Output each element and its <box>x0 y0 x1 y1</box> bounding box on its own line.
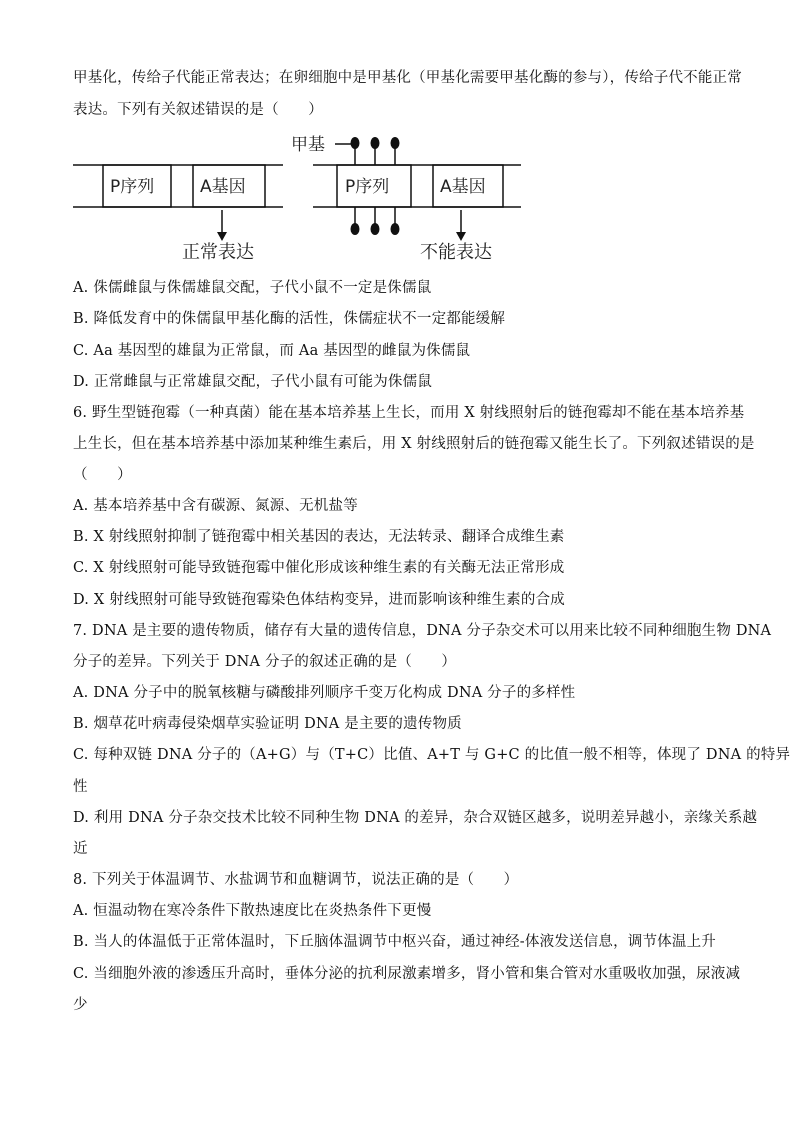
q8-option-a: A. 恒温动物在寒冷条件下散热速度比在炎热条件下更慢 <box>73 903 432 919</box>
q7-option-d-line-2: 近 <box>73 841 88 857</box>
q8-option-c-line-1: C. 当细胞外液的渗透压升高时，垂体分泌的抗利尿激素增多，肾小管和集合管对水重吸收加强，尿液减 <box>73 966 741 982</box>
q7-stem-line-1: 7. DNA 是主要的遗传物质，储存有大量的遗传信息，DNA 分子杂交术可以用来比较不同种细胞生物 DNA <box>73 623 772 639</box>
q7-option-b: B. 烟草花叶病毒侵染烟草实验证明 DNA 是主要的遗传物质 <box>73 716 462 732</box>
q7-option-c-line-1: C. 每种双链 DNA 分子的（A+G）与（T+C）比值、A+T 与 G+C 的比值一般不相等，体现了 DNA 的特异 <box>73 747 791 763</box>
intro-line-2: 表达。下列有关叙述错误的是（ ） <box>73 102 323 118</box>
q5-option-b: B. 降低发育中的侏儒鼠甲基化酶的活性，侏儒症状不一定都能缓解 <box>73 311 506 327</box>
q7-option-a: A. DNA 分子中的脱氧核糖与磷酸排列顺序千变万化构成 DNA 分子的多样性 <box>73 685 576 701</box>
q6-option-d: D. X 射线照射可能导致链孢霉染色体结构变异，进而影响该种维生素的合成 <box>73 592 565 608</box>
arrow-down-icon <box>456 232 466 241</box>
q8-option-b: B. 当人的体温低于正常体温时，下丘脑体温调节中枢兴奋，通过神经-体液发送信息，调节体温上升 <box>73 934 716 950</box>
q5-option-c: C. Aa 基因型的雄鼠为正常鼠，而 Aa 基因型的雌鼠为侏儒鼠 <box>73 343 471 359</box>
methyl-label: 甲基 <box>291 135 325 155</box>
q6-stem-line-2: 上生长，但在基本培养基中添加某种维生素后，用 X 射线照射后的链孢霉又能生长了。下列叙述错误的是 <box>73 436 755 452</box>
left-p-sequence-label: P序列 <box>110 177 155 197</box>
methylation-diagram <box>0 128 794 268</box>
normal-expression-label: 正常表达 <box>182 242 254 263</box>
arrow-down-icon <box>217 232 227 241</box>
q7-option-c-line-2: 性 <box>73 779 88 795</box>
q8-option-c-line-2: 少 <box>73 997 88 1013</box>
q5-option-a: A. 侏儒雌鼠与侏儒雄鼠交配，子代小鼠不一定是侏儒鼠 <box>73 280 432 296</box>
q6-stem-line-3: （ ） <box>73 467 132 483</box>
left-a-gene-label: A基因 <box>200 177 246 197</box>
no-expression-label: 不能表达 <box>420 242 492 263</box>
q5-option-d: D. 正常雌鼠与正常雄鼠交配，子代小鼠有可能为侏儒鼠 <box>73 374 433 390</box>
q7-option-d-line-1: D. 利用 DNA 分子杂交技术比较不同种生物 DNA 的差异，杂合双链区越多，说明差异越小，亲缘关系越 <box>73 810 758 826</box>
q7-stem-line-2: 分子的差异。下列关于 DNA 分子的叙述正确的是（ ） <box>73 654 457 670</box>
q6-stem-line-1: 6. 野生型链孢霉（一种真菌）能在基本培养基上生长，而用 X 射线照射后的链孢霉却不能在基本培养基 <box>73 405 745 421</box>
q6-option-b: B. X 射线照射抑制了链孢霉中相关基因的表达，无法转录、翻译合成维生素 <box>73 529 565 545</box>
q8-stem: 8. 下列关于体温调节、水盐调节和血糖调节，说法正确的是（ ） <box>73 872 519 888</box>
right-a-gene-label: A基因 <box>440 177 486 197</box>
intro-line-1: 甲基化，传给子代能正常表达；在卵细胞中是甲基化（甲基化需要甲基化酶的参与），传给子代不能正常 <box>73 70 742 86</box>
q6-option-c: C. X 射线照射可能导致链孢霉中催化形成该种维生素的有关酶无法正常形成 <box>73 560 565 576</box>
right-p-sequence-label: P序列 <box>345 177 390 197</box>
q6-option-a: A. 基本培养基中含有碳源、氮源、无机盐等 <box>73 498 358 514</box>
